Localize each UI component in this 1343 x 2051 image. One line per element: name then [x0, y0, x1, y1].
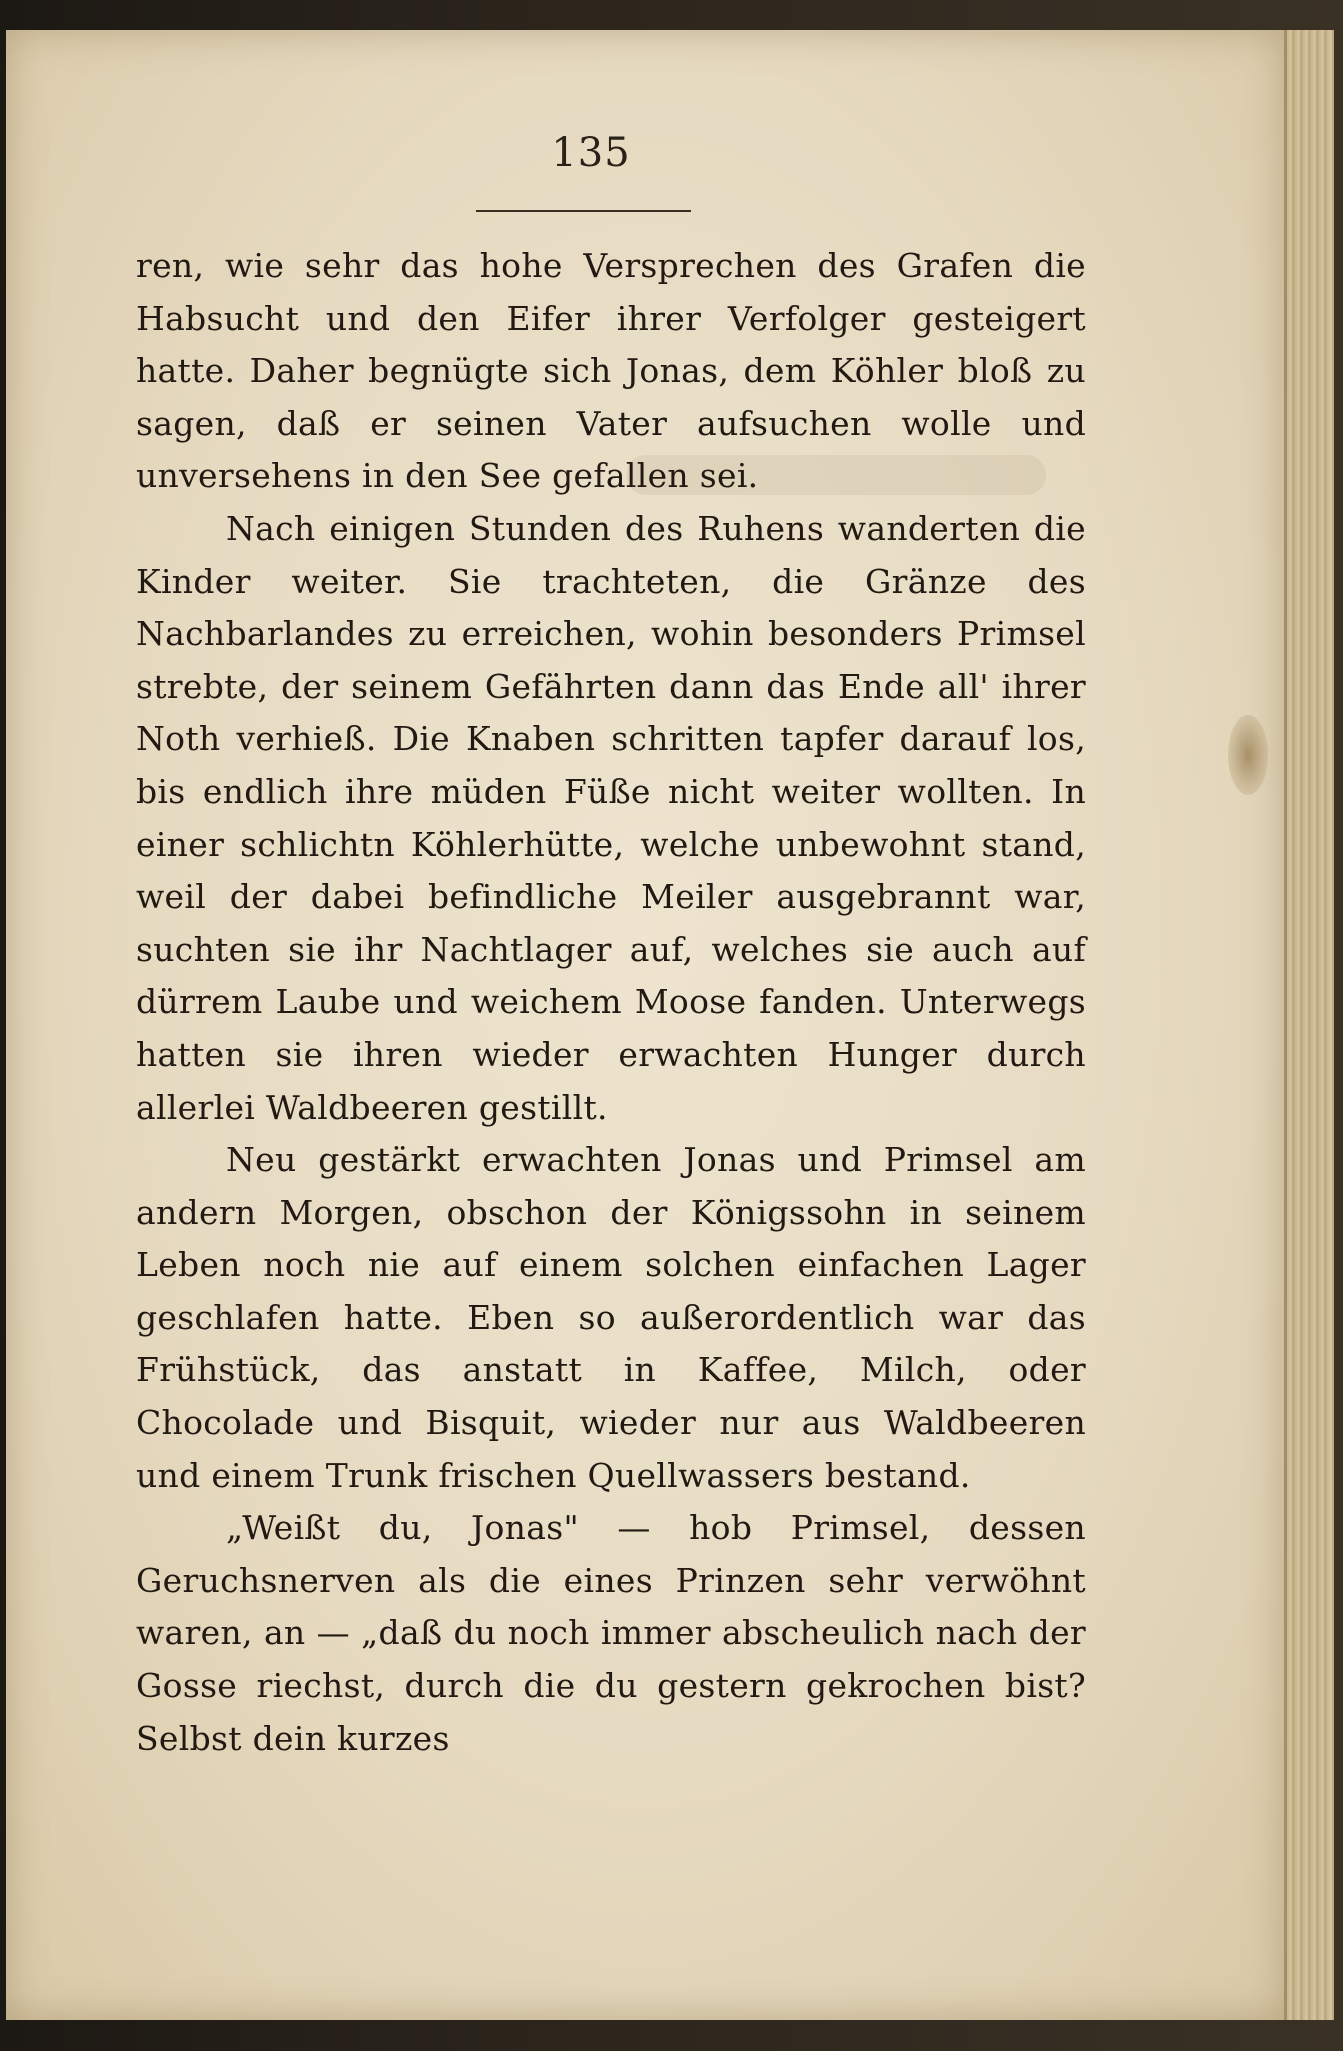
paper-stain [1228, 715, 1268, 795]
paragraph-1: ren, wie sehr das hohe Versprechen des Grafen die Habsucht und den Eifer ihrer Verfolger gesteigert hatte. Daher begnügte sich Jonas, dem Köhler bloß zu sagen, daß er seinen Vater aufsuchen wolle und unversehens in den See gefallen sei. [136, 246, 1086, 496]
paragraph-4: „Weißt du, Jonas" — hob Primsel, dessen Geruchsnerven als die eines Prinzen sehr verwöhnt waren, an — „daß du noch immer abscheulich nach der Gosse riechst, durch die du gestern gekrochen bist? Selbst dein kurzes [136, 1508, 1086, 1758]
paragraph-3: Neu gestärkt erwachten Jonas und Primsel am andern Morgen, obschon der Königssohn in seinem Leben noch nie auf einem solchen einfachen Lager geschlafen hatte. Eben so außerordentlich war das Frühstück, das anstatt in Kaffee, Milch, oder Chocolade und Bisquit, wieder nur aus Waldbeeren und einem Trunk frischen Quellwassers bestand. [136, 1140, 1086, 1495]
body-text [136, 240, 1086, 1765]
paragraph-2: Nach einigen Stunden des Ruhens wanderten die Kinder weiter. Sie trachteten, die Gränze des Nachbarlandes zu erreichen, wohin besonders Primsel strebte, der seinem Gefährten dann das Ende all' ihrer Noth verhieß. Die Knaben schritten tapfer darauf los, bis endlich ihre müden Füße nicht weiter wollten. In einer schlichtn Köhlerhütte, welche unbewohnt stand, weil der dabei befindliche Meiler ausgebrannt war, suchten sie ihr Nachtlager auf, welches sie auch auf dürrem Laube und weichem Moose fanden. Unterwegs hatten sie ihren wieder erwachten Hunger durch allerlei Waldbeeren gestillt. [136, 508, 1086, 1127]
page-number: 135 [551, 130, 631, 176]
book-page [6, 30, 1287, 2020]
header-rule [476, 210, 691, 212]
